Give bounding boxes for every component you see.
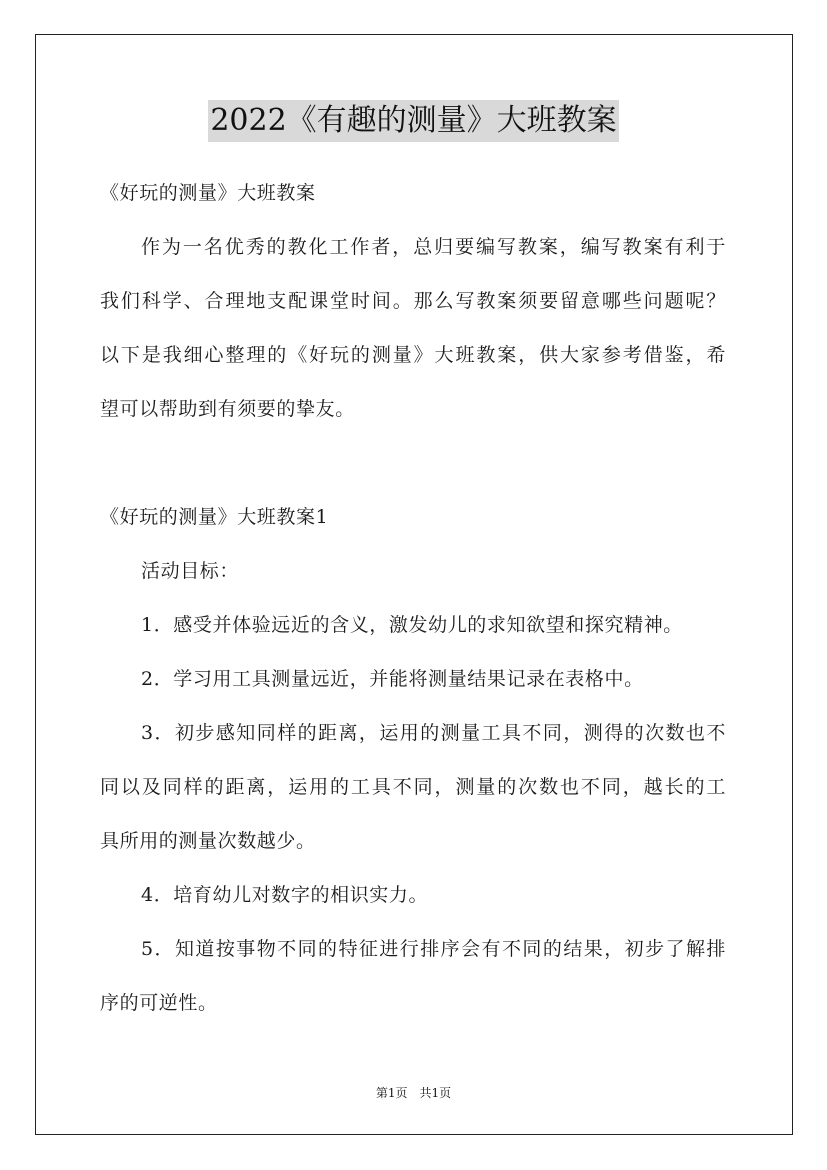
list-item: 5．知道按事物不同的特征进行排序会有不同的结果，初步了解排 xyxy=(141,938,726,960)
list-item: 3．初步感知同样的距离，运用的测量工具不同，测得的次数也不 xyxy=(141,722,726,744)
page-footer: 第1页 共1页 xyxy=(375,1086,452,1100)
paragraph-line: 我们科学、合理地支配课堂时间。那么写教案须要留意哪些问题呢？ xyxy=(100,290,726,312)
list-item: 1．感受并体验远近的含义，激发幼儿的求知欲望和探究精神。 xyxy=(141,614,683,636)
section-heading: 《好玩的测量》大班教案 xyxy=(100,182,316,204)
paragraph-line: 活动目标： xyxy=(141,560,240,582)
list-item-continuation: 序的可逆性。 xyxy=(100,992,218,1014)
list-item: 2．学习用工具测量远近，并能将测量结果记录在表格中。 xyxy=(141,668,644,690)
list-item-continuation: 具所用的测量次数越少。 xyxy=(100,830,316,852)
list-item: 4．培育幼儿对数字的相识实力。 xyxy=(141,884,429,906)
section-heading: 《好玩的测量》大班教案1 xyxy=(100,506,329,528)
paragraph-line: 望可以帮助到有须要的挚友。 xyxy=(100,398,355,420)
paragraph-line: 以下是我细心整理的《好玩的测量》大班教案，供大家参考借鉴，希 xyxy=(100,344,726,366)
paragraph-line: 作为一名优秀的教化工作者，总归要编写教案，编写教案有利于 xyxy=(141,236,726,258)
list-item-continuation: 同以及同样的距离，运用的工具不同，测量的次数也不同，越长的工 xyxy=(100,776,726,798)
title-container xyxy=(0,100,827,142)
document-title: 2022《有趣的测量》大班教案 xyxy=(208,100,618,142)
